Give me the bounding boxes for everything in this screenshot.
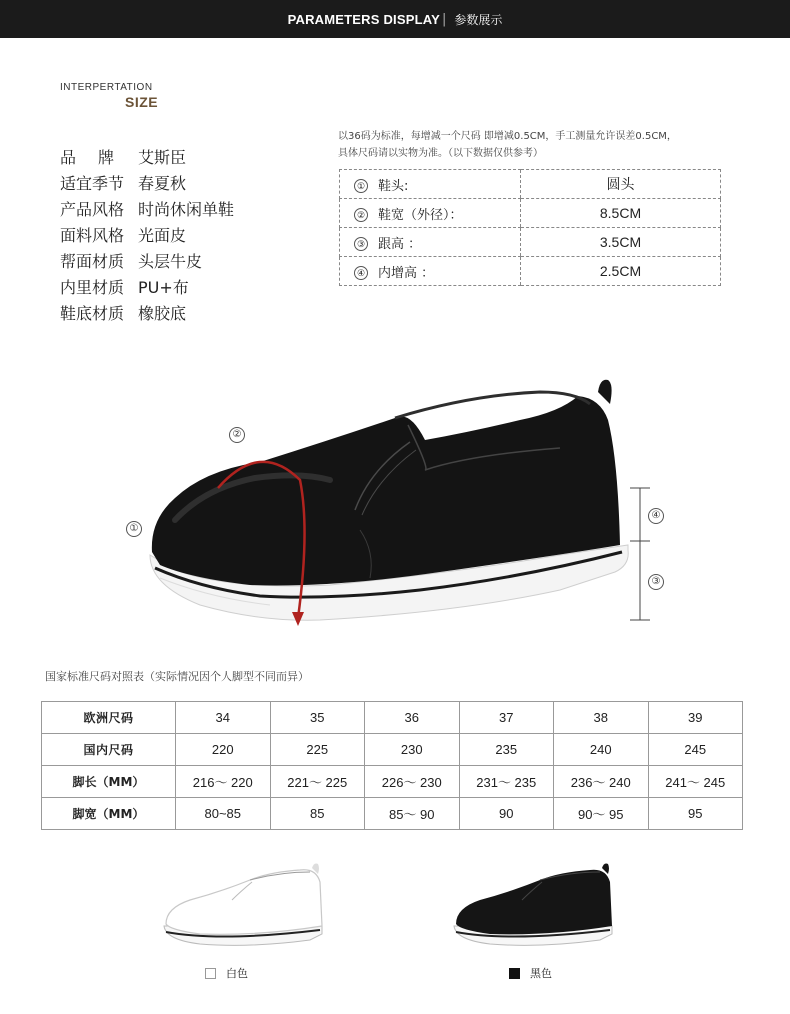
section-title: SIZE [125,94,159,110]
callout-1: ① [126,521,142,537]
dimension-label: 内增高 ： [378,265,435,281]
dimension-value: 圆头 [521,170,721,199]
dimension-value: 3.5CM [521,228,721,257]
spec-row-sole [60,299,234,325]
black-shoe-image [0,360,790,650]
spec-row-style [60,195,234,221]
table-cell: 35 [270,702,365,734]
table-cell: 236～ 240 [554,766,649,798]
size-note-line-2: 具体尺码请以实物为准。（以下数据仅供参考） [338,148,543,159]
size-chart-title: 国家标准尺码对照表（实际情况因个人脚型不同而异） [45,670,309,683]
black-shoe-variant [450,858,690,948]
table-cell: 37 [459,702,554,734]
table-cell: 221～ 225 [270,766,365,798]
callout-4: ④ [648,508,664,524]
black-shoe-thumb [450,858,690,948]
table-row [42,702,743,734]
size-chart-table [41,701,743,830]
black-swatch [509,968,520,979]
white-swatch [205,968,216,979]
table-cell: 226～ 230 [365,766,460,798]
table-cell: 90 [459,798,554,830]
color-label: 黑色 [530,967,552,980]
dimension-label: 鞋头: [378,178,409,194]
number-badge: ① [354,179,368,193]
spec-key: 品牌 [60,147,137,167]
color-option-white[interactable] [205,965,248,981]
spec-key: 鞋底材质 [60,303,125,323]
spec-key: 内里材质 [60,277,125,297]
table-cell: 230 [365,734,460,766]
white-shoe-variant [160,858,400,948]
spec-key: 面料风格 [60,225,125,245]
spec-value: 时尚休闲单鞋 [138,199,235,219]
callout-3: ③ [648,574,664,590]
spec-row-upper [60,247,234,273]
white-shoe-image [160,858,400,948]
table-cell: 231～ 235 [459,766,554,798]
table-cell: 85 [270,798,365,830]
spec-key: 适宜季节 [60,173,125,193]
table-cell: 34 [176,702,271,734]
table-cell: 85～ 90 [365,798,460,830]
table-row [42,798,743,830]
spec-row-season [60,169,234,195]
number-badge: ② [354,208,368,222]
spec-key: 产品风格 [60,199,125,219]
size-note-line-1: 以36码为标准，每增减一个尺码 即增减0.5CM，手工测量允许误差0.5CM， [338,131,677,142]
table-cell: 90～ 95 [554,798,649,830]
dimension-row [340,170,721,199]
spec-value: 春夏秋 [138,173,187,193]
main-shoe-illustration [0,360,790,650]
callout-2: ② [229,427,245,443]
table-cell: 235 [459,734,554,766]
dimension-value: 2.5CM [521,257,721,286]
table-cell: 225 [270,734,365,766]
dimension-value: 8.5CM [521,199,721,228]
spec-value: PU+布 [138,277,189,297]
spec-value: 光面皮 [138,225,187,245]
dimension-label: 鞋宽（外径）： [378,207,463,223]
spec-value: 头层牛皮 [138,251,203,271]
table-cell: 39 [648,702,743,734]
table-cell: 36 [365,702,460,734]
spec-key: 帮面材质 [60,251,125,271]
table-row [42,766,743,798]
number-badge: ③ [354,237,368,251]
spec-row-fabric [60,221,234,247]
dimension-row [340,199,721,228]
spec-row-brand [60,143,234,169]
spec-row-lining [60,273,234,299]
table-cell: 220 [176,734,271,766]
table-cell: 95 [648,798,743,830]
spec-value: 艾斯臣 [138,147,187,167]
dimension-label: 跟高 ： [378,236,422,252]
row-header: 欧洲尺码 [42,702,176,734]
number-badge: ④ [354,266,368,280]
table-cell: 240 [554,734,649,766]
spec-list [60,143,234,325]
section-subtitle: INTERPERTATION [60,82,153,93]
color-option-black[interactable] [509,965,552,981]
size-note [338,128,778,162]
table-cell: 38 [554,702,649,734]
banner-separator: | [442,11,447,27]
dimension-row [340,228,721,257]
banner-title-en: PARAMETERS DISPLAY [287,11,440,27]
table-row [42,734,743,766]
table-cell: 80~85 [176,798,271,830]
row-header: 脚宽（MM） [42,798,176,830]
table-cell: 241～ 245 [648,766,743,798]
row-header: 脚长（MM） [42,766,176,798]
table-cell: 216～ 220 [176,766,271,798]
banner-title-cn: 参数展示 [454,12,503,27]
dimension-row [340,257,721,286]
dimension-table [339,169,721,286]
header-banner [0,0,790,38]
color-label: 白色 [226,967,248,980]
spec-value: 橡胶底 [138,303,187,323]
table-cell: 245 [648,734,743,766]
row-header: 国内尺码 [42,734,176,766]
